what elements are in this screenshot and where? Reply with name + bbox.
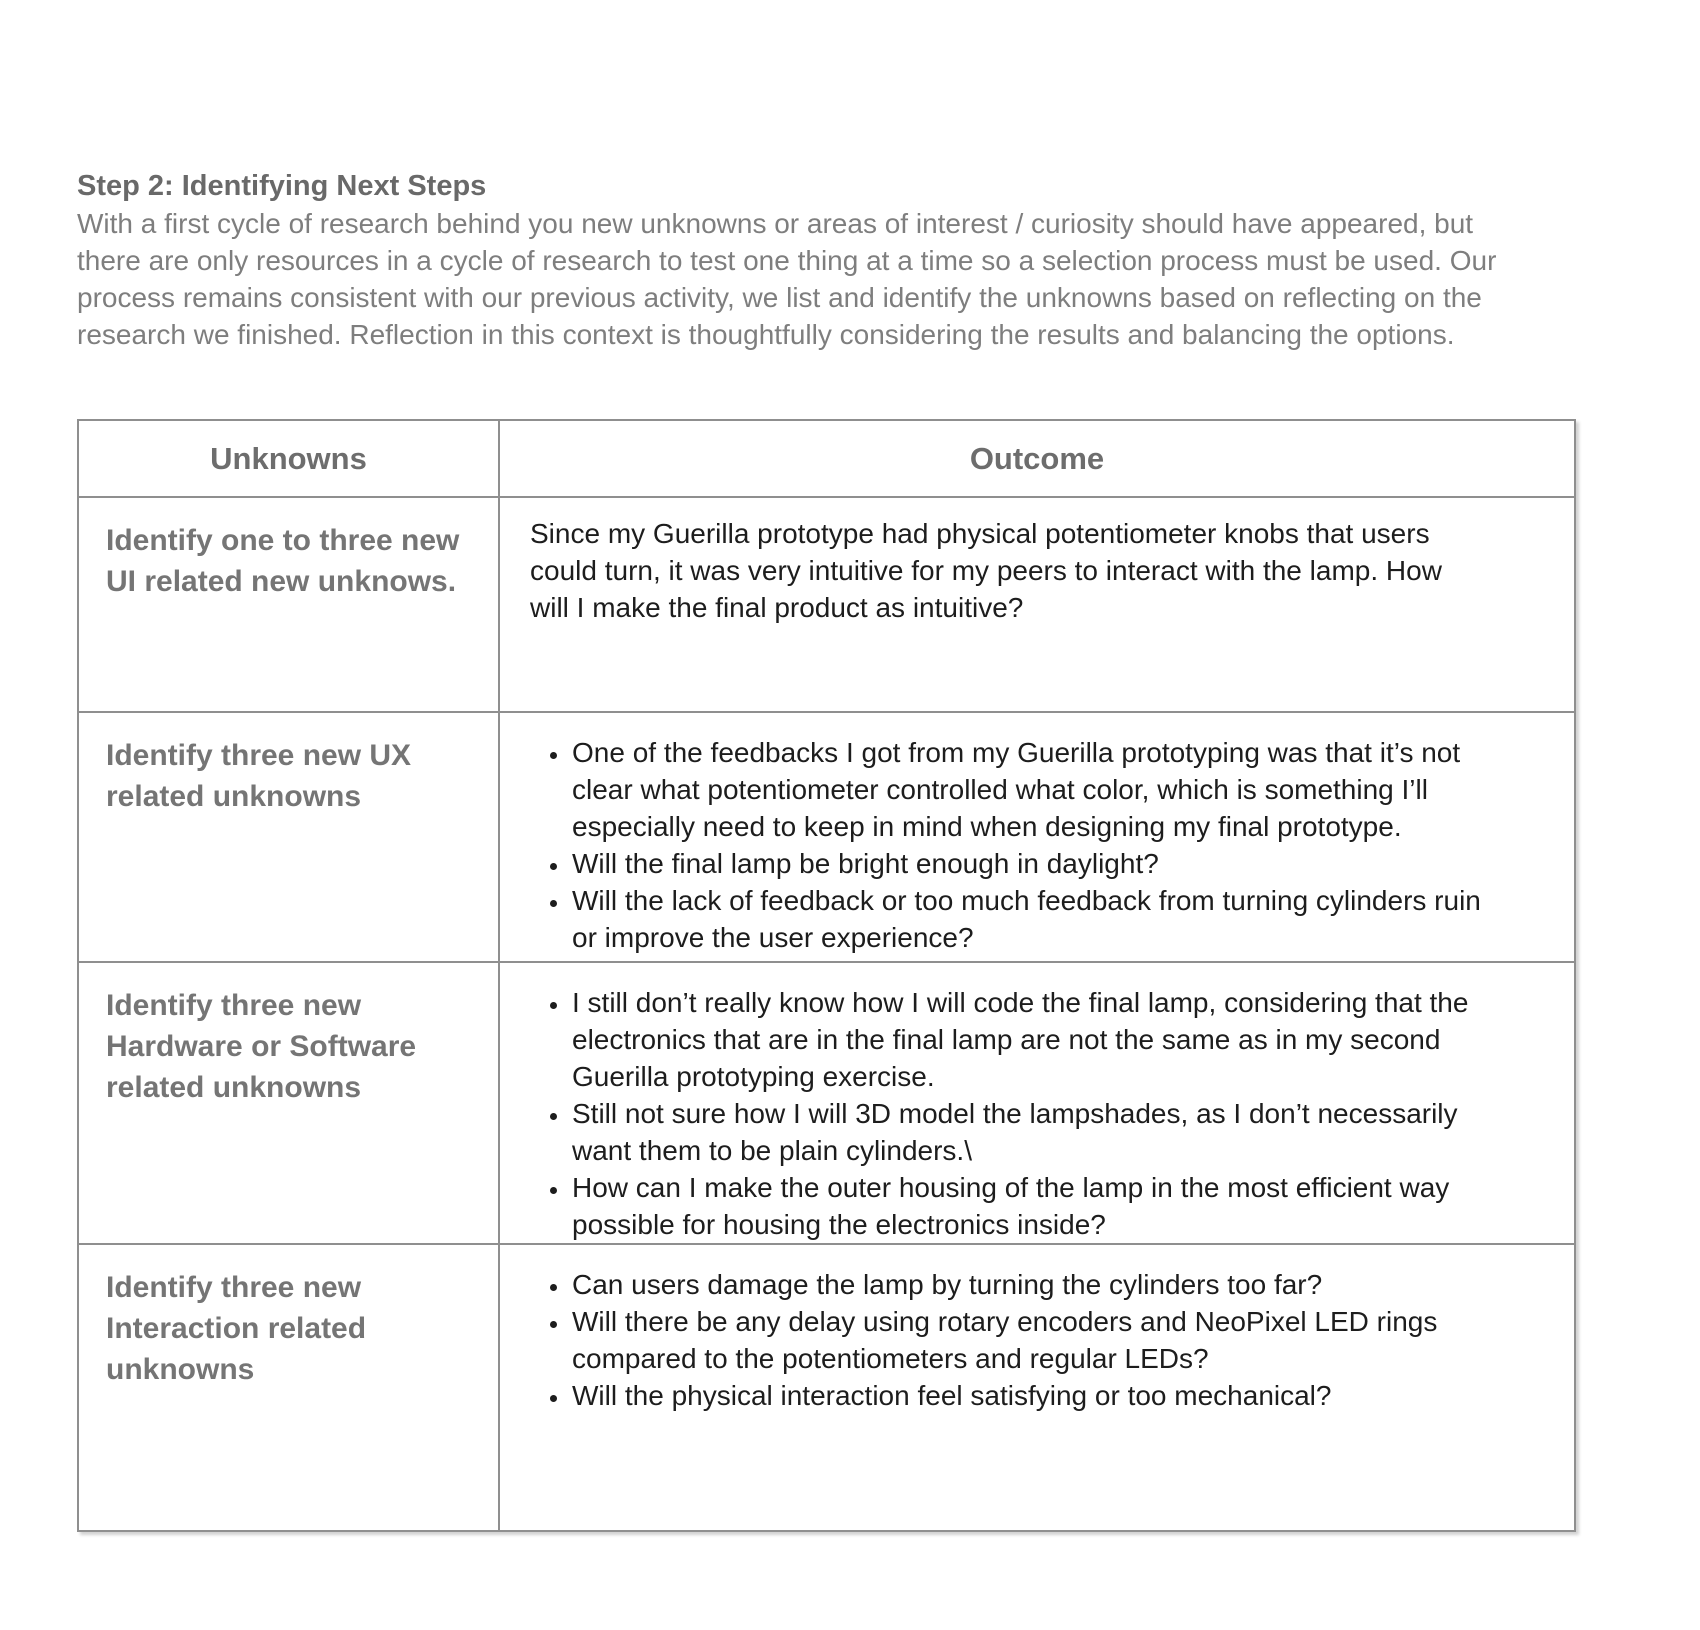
column-header-unknowns: Unknowns: [78, 420, 499, 497]
intro-paragraph: With a first cycle of research behind you new unknowns or areas of interest / curiosity should have appeared, but there are only resources in a cycle of research to test one thing at a time so a selection process must be used. Our process remains consistent with our previous activity, we list and identify the unknowns based on reflecting on the research we finished. Reflection in this context is thoughtfully considering the results and balancing the options.: [77, 208, 1497, 350]
outcome-cell: [499, 962, 1575, 1244]
table-row: [78, 712, 1575, 962]
outcome-bullet: • Will the lack of feedback or too much feedback from turning cylinders ruin or improve the user experience?: [570, 882, 1492, 956]
unknown-cell: Identify three new UX related unknowns: [78, 712, 499, 962]
outcome-cell: [499, 1244, 1575, 1531]
section-heading: Step 2: Identifying Next Steps: [77, 170, 487, 202]
table-header-row: [78, 420, 1575, 497]
outcome-bullet-list: [530, 734, 1544, 956]
outcome-cell: [499, 497, 1575, 712]
unknown-cell: Identify one to three new UI related new unknows.: [78, 497, 499, 712]
column-header-outcome: Outcome: [499, 420, 1575, 497]
outcome-bullet: • Will the physical interaction feel satisfying or too mechanical?: [570, 1377, 1492, 1414]
outcome-bullet: • Will the final lamp be bright enough in daylight?: [570, 845, 1492, 882]
unknowns-outcome-table: [77, 419, 1576, 1532]
unknown-cell: Identify three new Interaction related unknowns: [78, 1244, 499, 1531]
unknown-cell: Identify three new Hardware or Software related unknowns: [78, 962, 499, 1244]
table-body: [78, 497, 1575, 1531]
outcome-bullet: • Can users damage the lamp by turning the cylinders too far?: [570, 1266, 1492, 1303]
outcome-bullet: • Will there be any delay using rotary encoders and NeoPixel LED rings compared to the potentiometers and regular LEDs?: [570, 1303, 1492, 1377]
outcome-text: Since my Guerilla prototype had physical potentiometer knobs that users could turn, it was very intuitive for my peers to interact with the lamp. How will I make the final product as intuitive?: [530, 518, 1442, 623]
outcome-bullet: • I still don’t really know how I will code the final lamp, considering that the electronics that are in the final lamp are not the same as in my second Guerilla prototyping exercise.: [570, 984, 1492, 1095]
outcome-bullet-list: [530, 984, 1544, 1243]
table-row: [78, 962, 1575, 1244]
outcome-bullet: • Still not sure how I will 3D model the lampshades, as I don’t necessarily want them to be plain cylinders.\: [570, 1095, 1492, 1169]
outcome-bullet: • How can I make the outer housing of the lamp in the most efficient way possible for housing the electronics inside?: [570, 1169, 1492, 1243]
outcome-bullet: • One of the feedbacks I got from my Guerilla prototyping was that it’s not clear what potentiometer controlled what color, which is something I’ll especially need to keep in mind when designing my final prototype.: [570, 734, 1492, 845]
table-row: [78, 497, 1575, 712]
table-row: [78, 1244, 1575, 1531]
outcome-bullet-list: [530, 1266, 1544, 1414]
outcome-cell: [499, 712, 1575, 962]
